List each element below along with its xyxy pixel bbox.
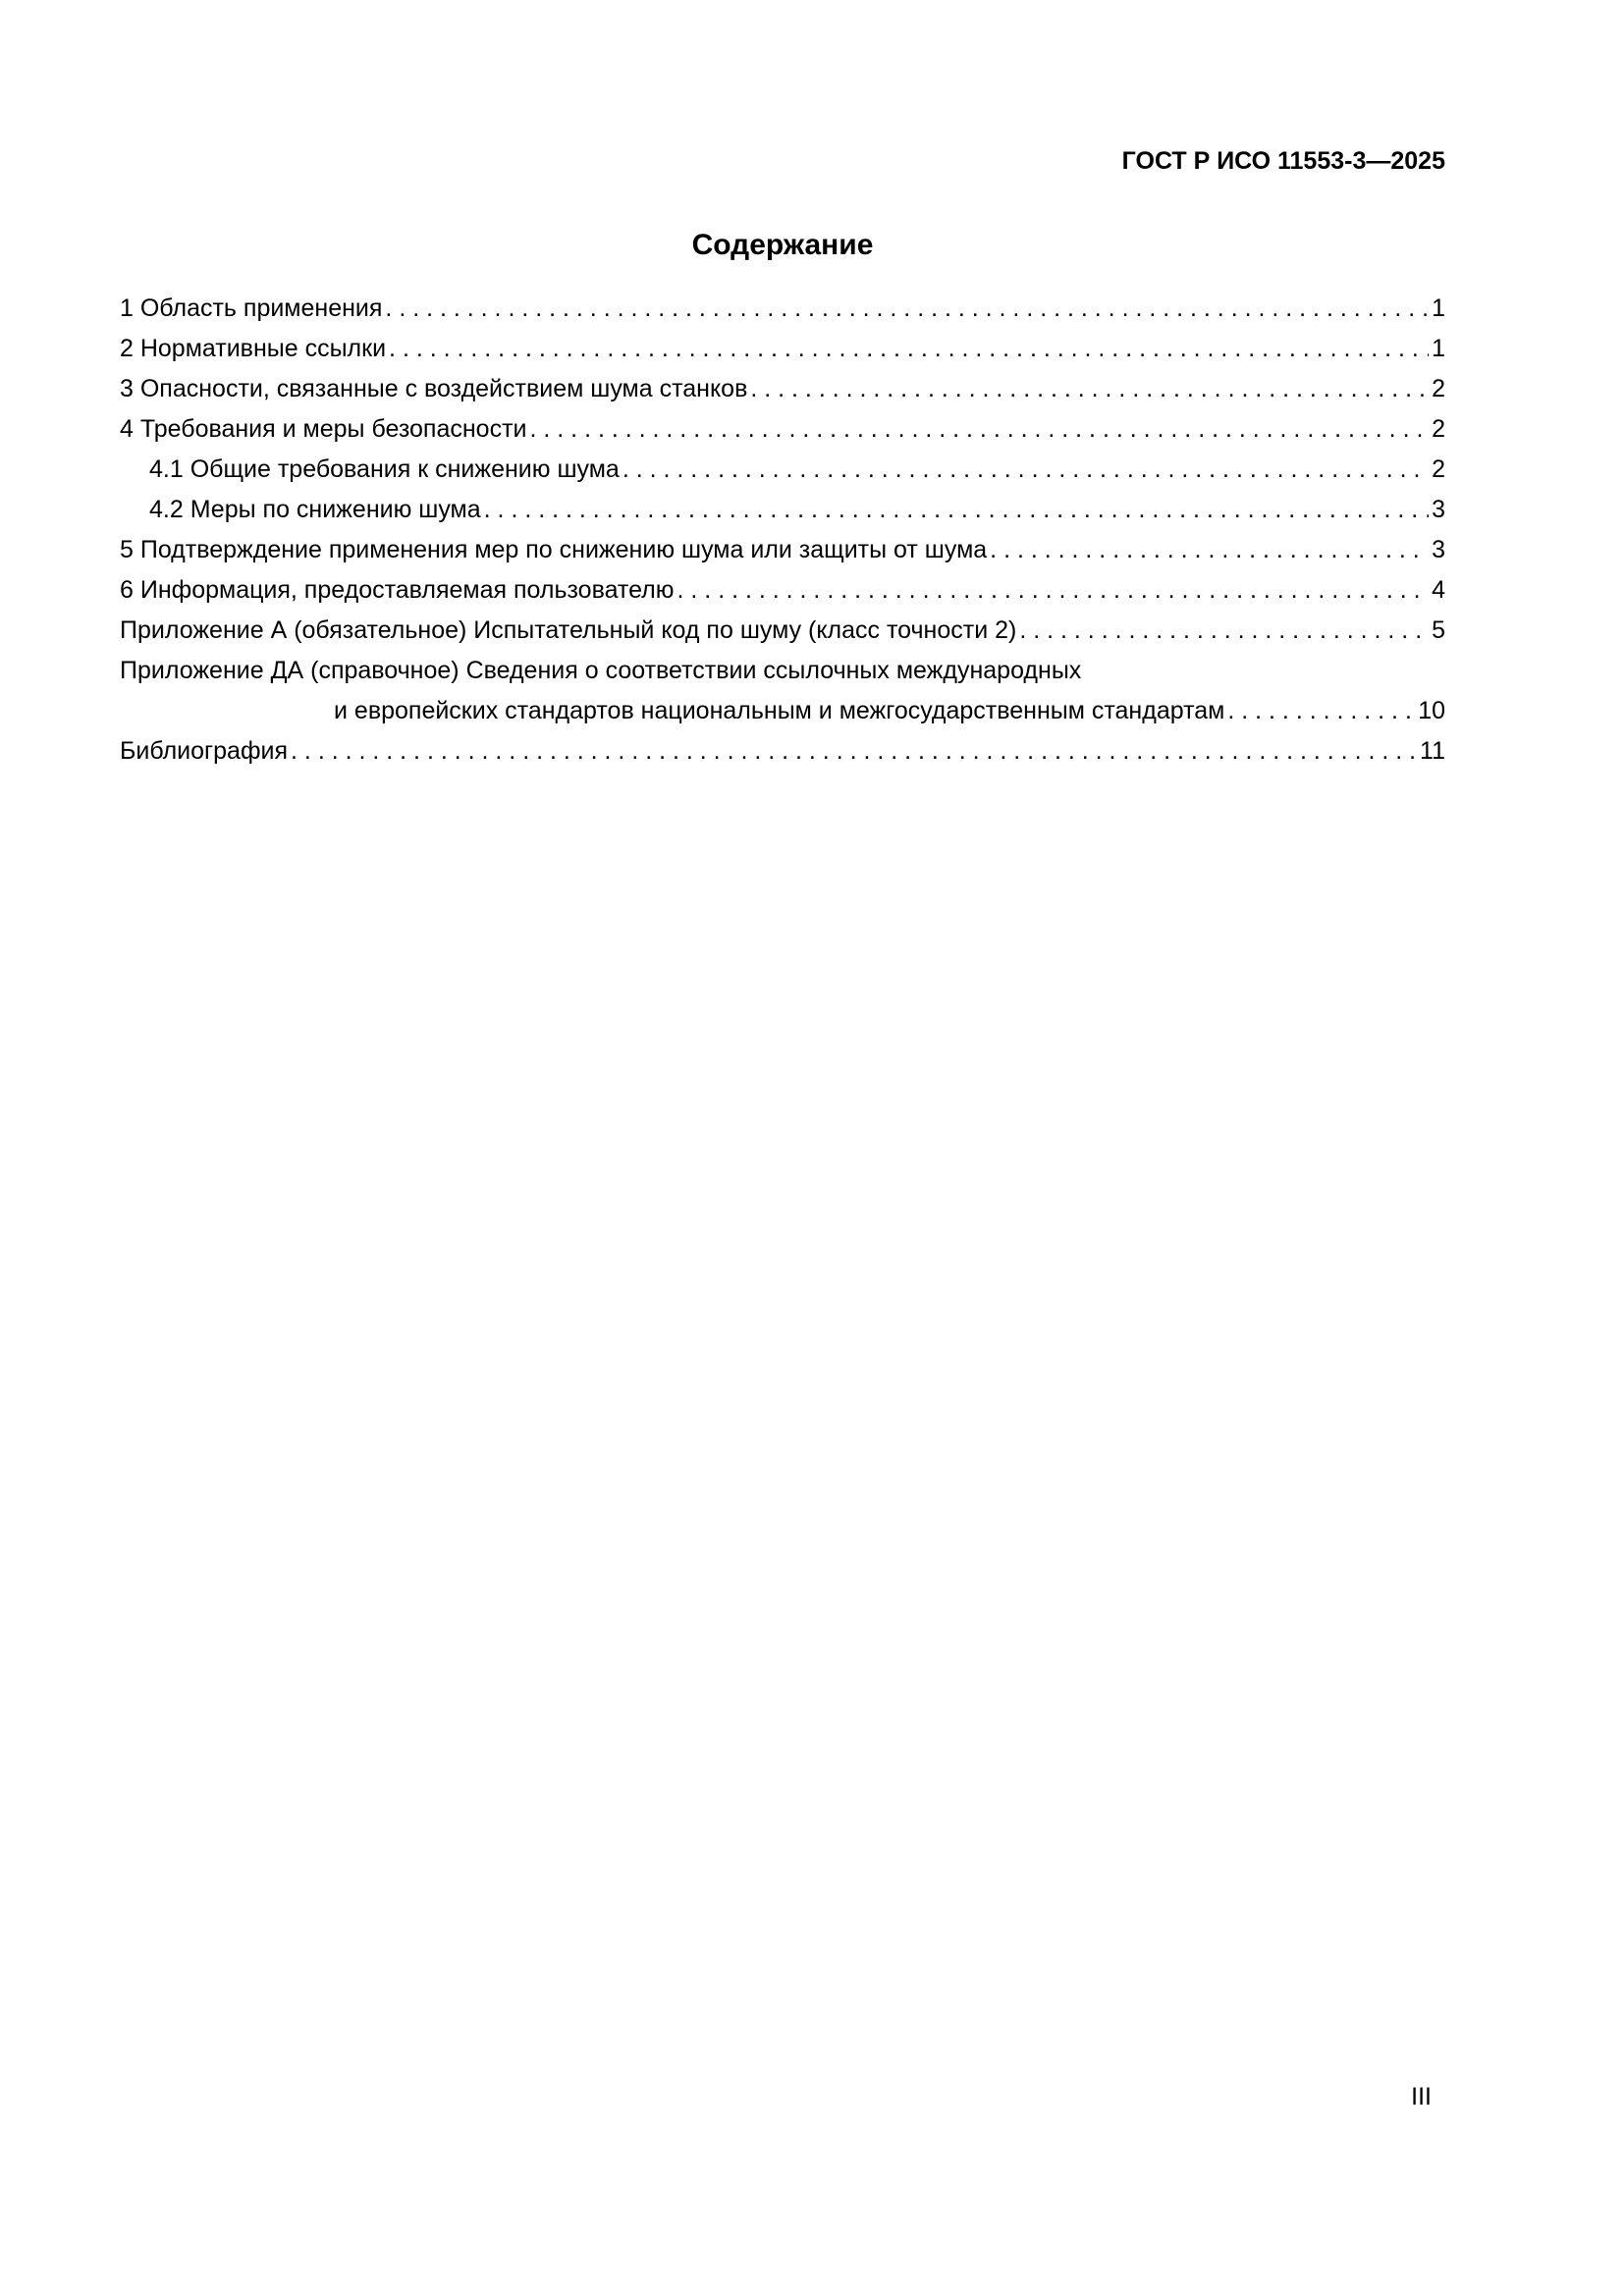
toc-page-number: 3 — [1432, 496, 1445, 523]
toc-entry-label: Библиография — [120, 737, 289, 765]
toc-page-number: 4 — [1432, 576, 1445, 604]
toc-entry — [120, 409, 1445, 450]
toc-page-number: 1 — [1432, 335, 1445, 362]
folio-page-number: III — [1411, 2083, 1432, 2110]
toc-dot-leader — [484, 490, 1429, 530]
toc-entry — [120, 490, 1445, 530]
toc-entry-label: 4.1 Общие требования к снижению шума — [149, 455, 620, 483]
toc-entry-continuation — [120, 691, 1445, 731]
toc-entry-label: Приложение ДА (справочное) Сведения о соответствии ссылочных международных — [120, 657, 1082, 684]
toc-entry — [120, 731, 1445, 772]
toc-dot-leader — [389, 329, 1429, 369]
toc-page-number: 2 — [1432, 455, 1445, 483]
toc-dot-leader — [1227, 691, 1415, 731]
toc-page-number: 1 — [1432, 294, 1445, 322]
toc-dot-leader — [291, 731, 1417, 772]
toc-dot-leader — [385, 289, 1429, 329]
toc-entry — [120, 450, 1445, 490]
toc-entry — [120, 611, 1445, 651]
toc-page-number: 5 — [1432, 616, 1445, 644]
toc-entry — [120, 369, 1445, 409]
doc-code-header: ГОСТ Р ИСО 11553-3—2025 — [1121, 147, 1445, 175]
toc-page-number: 11 — [1420, 737, 1445, 765]
toc-page-number: 2 — [1432, 415, 1445, 443]
toc-entry — [120, 570, 1445, 611]
page-title: Содержание — [691, 229, 874, 261]
toc-dot-leader — [623, 450, 1429, 490]
toc-entry-label: 1 Область применения — [120, 294, 383, 322]
toc-dot-leader — [990, 530, 1429, 570]
toc-page-number: 10 — [1418, 697, 1445, 724]
toc-list — [120, 289, 1445, 772]
toc-entry-label: 4.2 Меры по снижению шума — [149, 496, 481, 523]
toc-entry-label: 6 Информация, предоставляемая пользователю — [120, 576, 675, 604]
toc-dot-leader — [677, 570, 1430, 611]
toc-dot-leader — [750, 369, 1429, 409]
toc-dot-leader — [1019, 611, 1429, 651]
toc-entry — [120, 289, 1445, 329]
toc-entry-label: 3 Опасности, связанные с воздействием шума станков — [120, 375, 748, 402]
toc-dot-leader — [530, 409, 1430, 450]
toc-page-number: 2 — [1432, 375, 1445, 402]
toc-entry-label: 4 Требования и меры безопасности — [120, 415, 527, 443]
toc-entry-label: Приложение А (обязательное) Испытательный код по шуму (класс точности 2) — [120, 616, 1017, 644]
toc-page-number: 3 — [1432, 536, 1445, 563]
toc-entry-label: 5 Подтверждение применения мер по снижению шума или защиты от шума — [120, 536, 988, 563]
toc-entry — [120, 530, 1445, 570]
toc-entry — [120, 651, 1445, 691]
toc-entry-label: 2 Нормативные ссылки — [120, 335, 387, 362]
toc-entry-label: и европейских стандартов национальным и межгосударственным стандартам — [334, 697, 1225, 724]
toc-entry — [120, 329, 1445, 369]
